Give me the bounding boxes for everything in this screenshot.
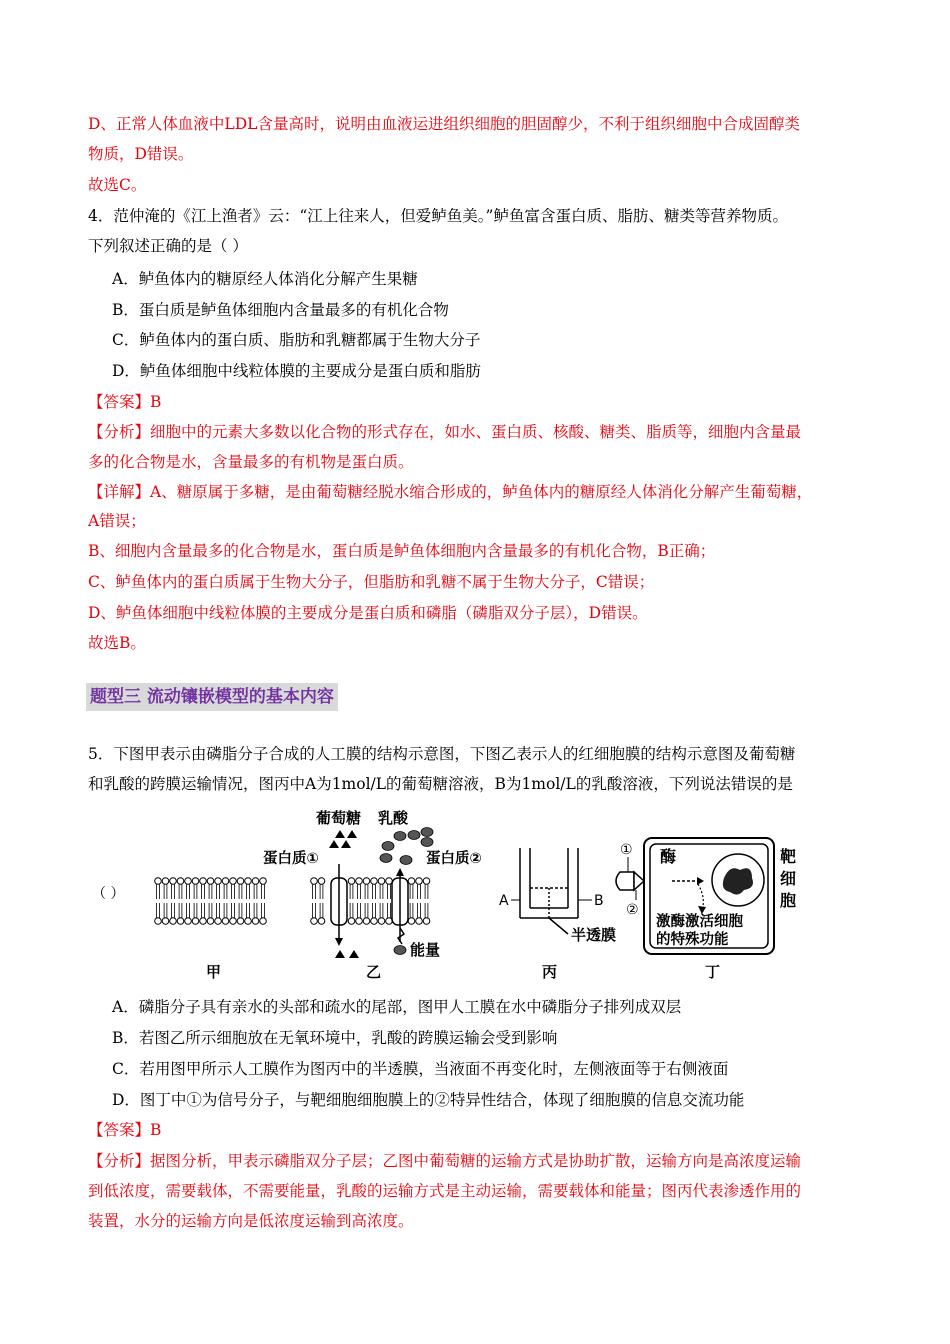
q4-detail-line5: D、鲈鱼体细胞中线粒体膜的主要成分是蛋白质和磷脂（磷脂双分子层），D错误。: [88, 604, 648, 622]
q4-detail-line2: A错误；: [88, 512, 146, 530]
section-heading: 题型三 流动镶嵌模型的基本内容: [86, 683, 338, 711]
receptor: [634, 872, 644, 890]
caption-yi: 乙: [366, 963, 382, 981]
caption-bing: 丙: [542, 963, 558, 981]
q4-analysis-line1: 【分析】细胞中的元素大多数以化合物的形式存在，如水、蛋白质、核酸、糖类、脂质等，细胞内含量最: [88, 423, 802, 441]
prev-option-d-line1: D、正常人体血液中LDL含量高时，说明由血液运进组织细胞的胆固醇少，不利于组织细胞中合成固醇类: [88, 115, 800, 133]
q5-answer-paren: （ ）: [92, 886, 125, 902]
label-energy: 能量: [410, 941, 441, 959]
energy-zigzag: [398, 928, 404, 944]
label-a: A: [499, 893, 509, 909]
q4-option-d: D．鲈鱼体细胞中线粒体膜的主要成分是蛋白质和脂肪: [112, 362, 481, 380]
q5-option-c: C．若用图甲所示人工膜作为图丙中的半透膜，当液面不再变化时，左侧液面等于右侧液面: [112, 1060, 729, 1078]
label-target-2: 细: [780, 869, 797, 888]
q5-option-a: A．磷脂分子具有亲水的头部和疏水的尾部，图甲人工膜在水中磷脂分子排列成双层: [112, 998, 682, 1016]
figure-jia-bilayer: [155, 878, 267, 925]
q4-option-b: B．蛋白质是鲈鱼体细胞内含量最多的有机化合物: [112, 301, 449, 319]
signal-molecule: [616, 872, 634, 890]
q4-option-c: C．鲈鱼体内的蛋白质、脂肪和乳糖都属于生物大分子: [112, 331, 481, 349]
prev-choose: 故选C。: [88, 176, 147, 194]
label-glucose: 葡萄糖: [316, 809, 362, 827]
prev-option-d-line2: 物质，D错误。: [88, 145, 194, 163]
q5-analysis-line1: 【分析】据图分析，甲表示磷脂双分子层；乙图中葡萄糖的运输方式是协助扩散，运输方向是高浓度运输: [88, 1152, 802, 1170]
figure-bing-u-tube: [520, 848, 578, 934]
q4-stem-line1: 4．范仲淹的《江上渔者》云：“江上往来人，但爱鲈鱼美。”鲈鱼富含蛋白质、脂肪、糖类等营养物质。: [88, 207, 788, 225]
q5-option-d: D．图丁中①为信号分子，与靶细胞细胞膜上的②特异性结合，体现了细胞膜的信息交流功能: [112, 1091, 745, 1109]
label-b: B: [594, 893, 604, 909]
q5-stem-line2: 和乳酸的跨膜运输情况，图丙中A为1mol/L的葡萄糖溶液，B为1mol/L的乳酸溶液，下列说法错误的是: [88, 775, 793, 793]
q4-option-a: A．鲈鱼体内的糖原经人体消化分解产生果糖: [112, 270, 418, 288]
q5-option-b: B．若图乙所示细胞放在无氧环境中，乳酸的跨膜运输会受到影响: [112, 1029, 558, 1047]
label-circle-2: ②: [626, 902, 639, 918]
q4-analysis-line2: 多的化合物是水，含量最多的有机物是蛋白质。: [88, 453, 414, 471]
label-activate-line1: 激酶激活细胞: [656, 914, 743, 930]
q4-detail-line4: C、鲈鱼体内的蛋白质属于生物大分子，但脂肪和乳糖不属于生物大分子，C错误；: [88, 573, 655, 591]
q4-answer: 【答案】B: [88, 393, 162, 411]
label-target-3: 胞: [780, 891, 797, 910]
q5-analysis-line3: 装置，水分的运输方向是低浓度运输到高浓度。: [88, 1212, 414, 1230]
caption-jia: 甲: [206, 963, 222, 981]
q4-choose: 故选B。: [88, 634, 146, 652]
q4-stem-line2: 下列叙述正确的是（ ）: [88, 237, 248, 255]
q5-figure: [88, 800, 808, 985]
q4-detail-line1: 【详解】A、糖原属于多糖，是由葡萄糖经脱水缩合形成的，鲈鱼体内的糖原经人体消化分解产生葡萄糖，: [88, 483, 813, 501]
label-protein-1: 蛋白质①: [263, 851, 319, 867]
label-enzyme: 酶: [660, 847, 677, 866]
label-semipermeable: 半透膜: [571, 926, 617, 944]
figure-yi-membrane: [311, 878, 430, 925]
caption-ding: 丁: [705, 963, 721, 981]
q5-analysis-line2: 到低浓度，需要载体，不需要能量，乳酸的运输方式是主动运输，需要载体和能量；图丙代表渗透作用的: [88, 1182, 802, 1200]
label-protein-2: 蛋白质②: [426, 851, 482, 867]
label-lactic-acid: 乳酸: [378, 809, 409, 827]
label-circle-1: ①: [620, 842, 633, 858]
q5-stem-line1: 5．下图甲表示由磷脂分子合成的人工膜的结构示意图，下图乙表示人的红细胞膜的结构示意图及葡萄糖: [88, 745, 796, 763]
q4-detail-line3: B、细胞内含量最多的化合物是水，蛋白质是鲈鱼体细胞内含量最多的有机化合物，B正确；: [88, 542, 716, 560]
q5-answer: 【答案】B: [88, 1121, 162, 1139]
label-activate-line2: 的特殊功能: [656, 932, 729, 948]
label-target-1: 靶: [780, 847, 797, 866]
